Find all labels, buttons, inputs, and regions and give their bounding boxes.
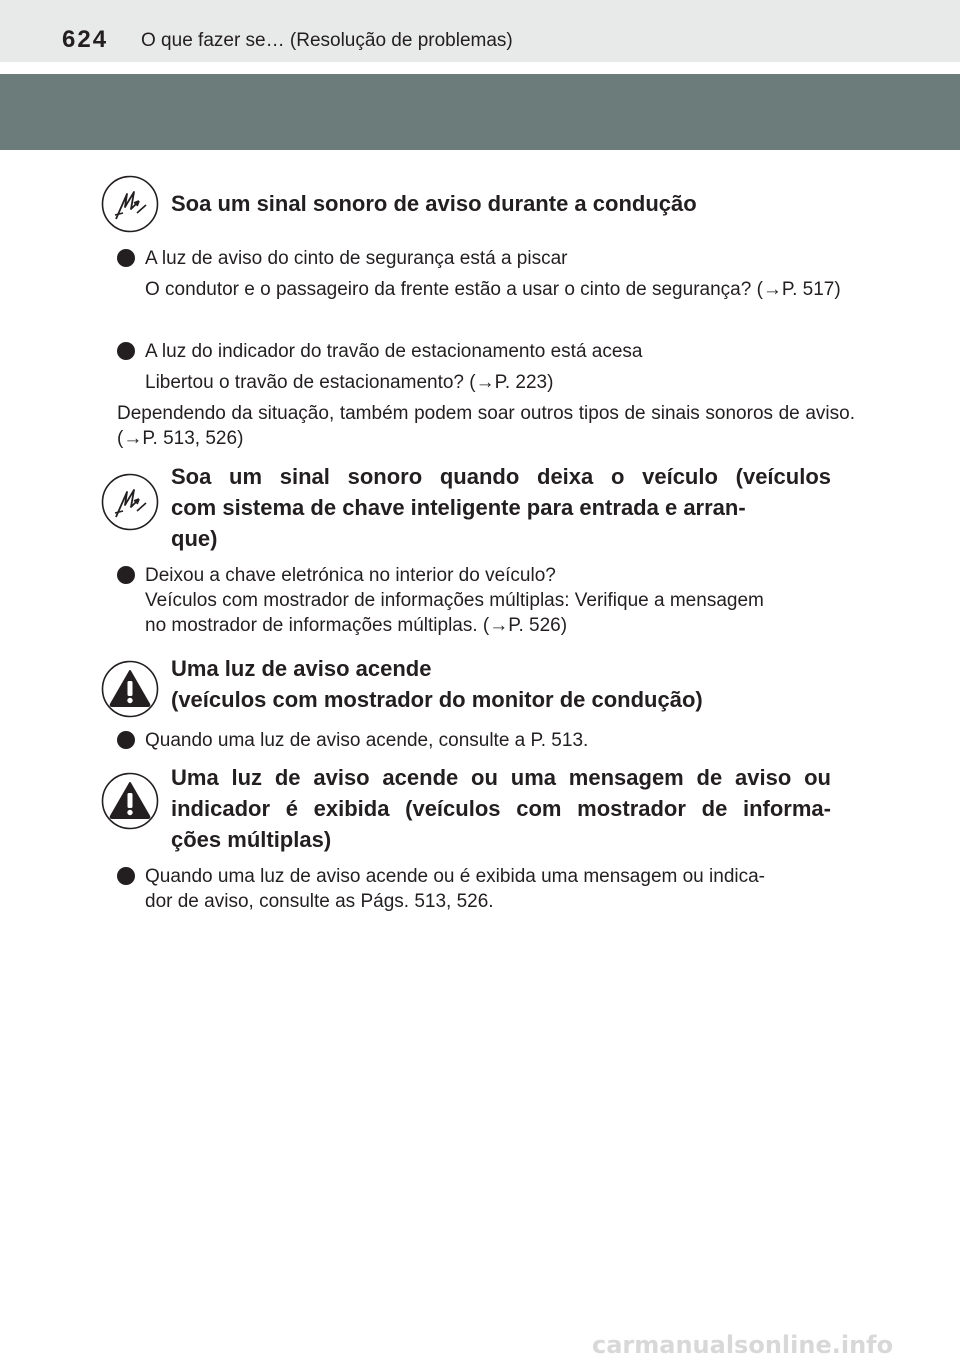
section-heading [171, 653, 831, 715]
heading-line: com sistema de chave inteligente para entrada e arran- [171, 495, 746, 520]
bullet-text [145, 864, 855, 914]
heading-line: Soa um sinal sonoro quando deixa o veículo (veículos [171, 464, 831, 489]
heading-line: (veículos com mostrador do monitor de condução) [171, 687, 703, 712]
bullet-text: Libertou o travão de estacionamento? (→P. 223) [145, 372, 554, 393]
header-divider [0, 62, 960, 74]
bullet-line: Veículos com mostrador de informações múltiplas: Verifique a mensagem [145, 590, 764, 611]
bullet-line: Quando uma luz de aviso acende ou é exibida uma mensagem ou indica- [145, 866, 765, 887]
section-heading [171, 461, 831, 554]
bullet-marker [117, 342, 135, 360]
section-band [0, 74, 960, 150]
section-heading [171, 762, 831, 855]
section-heading: Soa um sinal sonoro de aviso durante a condução [171, 191, 697, 216]
warning-buzzer-icon [101, 473, 159, 531]
bullet-text [145, 563, 855, 638]
chapter-title: O que fazer se… (Resolução de problemas) [141, 30, 513, 51]
warning-triangle-icon [101, 660, 159, 718]
heading-line: ções múltiplas) [171, 827, 332, 852]
note-paragraph: Dependendo da situação, também podem soar outros tipos de sinais sonoros de aviso. (→P. 513, 526) [117, 403, 855, 449]
heading-line: Uma luz de aviso acende ou uma mensagem de aviso ou [171, 765, 831, 790]
bullet-text: O condutor e o passageiro da frente estão a usar o cinto de segurança? (→P. 517) [145, 279, 841, 300]
warning-buzzer-icon [101, 175, 159, 233]
heading-line: indicador é exibida (veículos com mostrador de informa- [171, 796, 831, 821]
bullet-line: dor de aviso, consulte as Págs. 513, 526. [145, 891, 494, 912]
bullet-marker [117, 566, 135, 584]
bullet-marker [117, 867, 135, 885]
bullet-marker [117, 249, 135, 267]
bullet-text: Quando uma luz de aviso acende, consulte a P. 513. [145, 730, 589, 751]
bullet-line: Deixou a chave eletrónica no interior do veículo? [145, 565, 556, 586]
bullet-marker [117, 731, 135, 749]
heading-line: Uma luz de aviso acende [171, 656, 432, 681]
bullet-line: no mostrador de informações múltiplas. (→P. 526) [145, 615, 568, 636]
warning-triangle-icon [101, 772, 159, 830]
page-number: 624 [62, 26, 109, 53]
heading-line: que) [171, 526, 218, 551]
bullet-title: A luz de aviso do cinto de segurança está a piscar [145, 248, 568, 269]
footer-watermark: carmanualsonline.info [592, 1331, 894, 1359]
bullet-title: A luz do indicador do travão de estacionamento está acesa [145, 341, 643, 362]
